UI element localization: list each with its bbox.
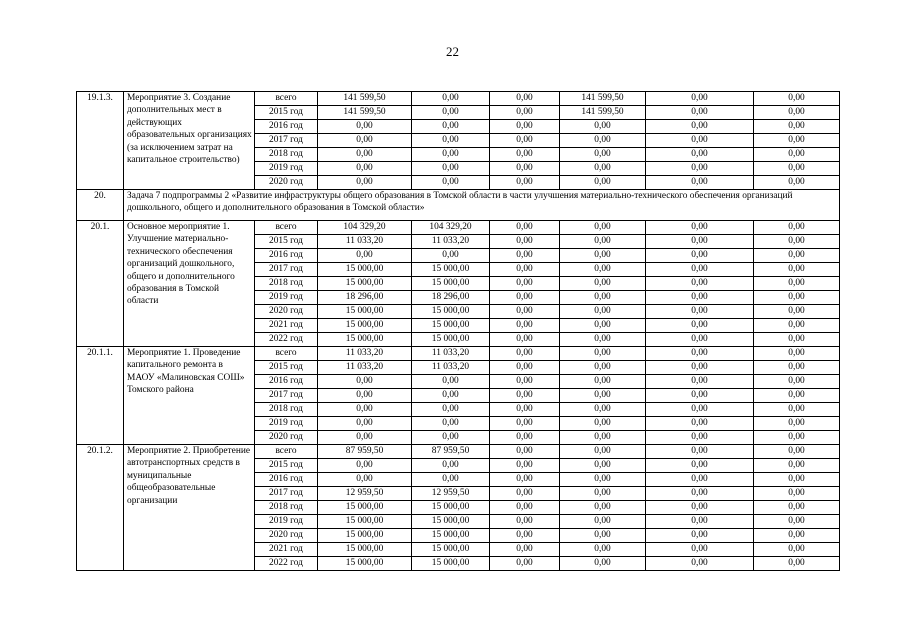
amount-cell: 0,00	[560, 235, 646, 249]
amount-cell: 0,00	[412, 148, 490, 162]
year-cell: всего	[255, 92, 318, 106]
table-row	[77, 221, 840, 235]
amount-cell: 0,00	[412, 403, 490, 417]
amount-cell: 0,00	[490, 445, 560, 459]
amount-cell: 0,00	[646, 92, 754, 106]
amount-cell: 0,00	[560, 459, 646, 473]
amount-cell: 141 599,50	[560, 106, 646, 120]
year-cell: 2016 год	[255, 249, 318, 263]
amount-cell: 0,00	[560, 162, 646, 176]
amount-cell: 15 000,00	[318, 263, 412, 277]
year-cell: 2018 год	[255, 277, 318, 291]
amount-cell: 0,00	[646, 361, 754, 375]
measure-name-cell	[124, 221, 255, 347]
amount-cell: 0,00	[560, 134, 646, 148]
section-code: 20.1.2.	[77, 445, 124, 571]
amount-cell: 0,00	[318, 176, 412, 190]
amount-cell: 104 329,20	[318, 221, 412, 235]
amount-cell: 0,00	[754, 92, 840, 106]
amount-cell: 0,00	[646, 148, 754, 162]
amount-cell: 15 000,00	[412, 501, 490, 515]
amount-cell: 0,00	[412, 106, 490, 120]
amount-cell: 87 959,50	[318, 445, 412, 459]
year-cell: 2020 год	[255, 305, 318, 319]
amount-cell: 141 599,50	[318, 92, 412, 106]
amount-cell: 15 000,00	[412, 305, 490, 319]
amount-cell: 141 599,50	[560, 92, 646, 106]
amount-cell: 12 959,50	[412, 487, 490, 501]
year-cell: 2020 год	[255, 431, 318, 445]
amount-cell: 0,00	[560, 291, 646, 305]
amount-cell: 0,00	[560, 431, 646, 445]
measure-name-cell	[124, 92, 255, 190]
table-row	[77, 445, 840, 459]
amount-cell: 0,00	[490, 403, 560, 417]
amount-cell: 15 000,00	[318, 305, 412, 319]
amount-cell: 0,00	[754, 417, 840, 431]
amount-cell: 0,00	[646, 473, 754, 487]
year-cell: 2017 год	[255, 389, 318, 403]
amount-cell: 0,00	[490, 417, 560, 431]
year-cell: 2020 год	[255, 529, 318, 543]
year-cell: 2017 год	[255, 263, 318, 277]
amount-cell: 0,00	[754, 333, 840, 347]
amount-cell: 0,00	[490, 305, 560, 319]
year-cell: 2021 год	[255, 319, 318, 333]
amount-cell: 0,00	[560, 501, 646, 515]
amount-cell: 0,00	[754, 221, 840, 235]
amount-cell: 0,00	[490, 529, 560, 543]
amount-cell: 0,00	[490, 176, 560, 190]
amount-cell: 0,00	[560, 120, 646, 134]
amount-cell: 0,00	[754, 473, 840, 487]
amount-cell: 0,00	[412, 417, 490, 431]
amount-cell: 0,00	[560, 389, 646, 403]
amount-cell: 0,00	[560, 543, 646, 557]
amount-cell: 0,00	[646, 333, 754, 347]
amount-cell: 0,00	[754, 291, 840, 305]
amount-cell: 15 000,00	[318, 333, 412, 347]
year-cell: 2019 год	[255, 417, 318, 431]
amount-cell: 0,00	[490, 319, 560, 333]
amount-cell: 0,00	[560, 305, 646, 319]
amount-cell: 0,00	[646, 459, 754, 473]
amount-cell: 0,00	[318, 120, 412, 134]
amount-cell: 0,00	[646, 445, 754, 459]
amount-cell: 12 959,50	[318, 487, 412, 501]
amount-cell: 104 329,20	[412, 221, 490, 235]
year-cell: 2018 год	[255, 501, 318, 515]
amount-cell: 141 599,50	[318, 106, 412, 120]
section-code: 20.1.	[77, 221, 124, 347]
amount-cell: 0,00	[412, 134, 490, 148]
amount-cell: 15 000,00	[318, 319, 412, 333]
amount-cell: 11 033,20	[318, 361, 412, 375]
amount-cell: 0,00	[646, 501, 754, 515]
amount-cell: 0,00	[490, 375, 560, 389]
amount-cell: 0,00	[754, 445, 840, 459]
amount-cell: 15 000,00	[412, 333, 490, 347]
year-cell: 2019 год	[255, 515, 318, 529]
amount-cell: 0,00	[646, 375, 754, 389]
year-cell: 2016 год	[255, 473, 318, 487]
year-cell: 2015 год	[255, 459, 318, 473]
amount-cell: 0,00	[560, 417, 646, 431]
amount-cell: 0,00	[490, 361, 560, 375]
amount-cell: 0,00	[754, 557, 840, 571]
amount-cell: 0,00	[560, 487, 646, 501]
amount-cell: 0,00	[490, 277, 560, 291]
amount-cell: 0,00	[490, 347, 560, 361]
amount-cell: 0,00	[646, 162, 754, 176]
amount-cell: 15 000,00	[318, 557, 412, 571]
amount-cell: 0,00	[318, 375, 412, 389]
year-cell: 2018 год	[255, 148, 318, 162]
amount-cell: 0,00	[412, 389, 490, 403]
amount-cell: 0,00	[560, 249, 646, 263]
table-body	[77, 92, 840, 571]
section-code: 20.	[77, 190, 124, 221]
amount-cell: 0,00	[490, 515, 560, 529]
amount-cell: 15 000,00	[412, 277, 490, 291]
amount-cell: 0,00	[318, 134, 412, 148]
amount-cell: 0,00	[490, 389, 560, 403]
amount-cell: 0,00	[412, 431, 490, 445]
amount-cell: 0,00	[560, 333, 646, 347]
amount-cell: 0,00	[646, 134, 754, 148]
amount-cell: 0,00	[318, 162, 412, 176]
amount-cell: 0,00	[490, 501, 560, 515]
amount-cell: 0,00	[754, 235, 840, 249]
amount-cell: 0,00	[646, 417, 754, 431]
amount-cell: 0,00	[646, 557, 754, 571]
amount-cell: 15 000,00	[412, 515, 490, 529]
year-cell: 2019 год	[255, 162, 318, 176]
amount-cell: 0,00	[560, 445, 646, 459]
amount-cell: 0,00	[412, 92, 490, 106]
measure-name-cell	[124, 347, 255, 445]
amount-cell: 0,00	[490, 291, 560, 305]
amount-cell: 0,00	[490, 235, 560, 249]
amount-cell: 0,00	[754, 134, 840, 148]
amount-cell: 0,00	[560, 263, 646, 277]
amount-cell: 0,00	[754, 361, 840, 375]
amount-cell: 0,00	[754, 487, 840, 501]
amount-cell: 15 000,00	[318, 543, 412, 557]
amount-cell: 0,00	[754, 120, 840, 134]
amount-cell: 0,00	[490, 263, 560, 277]
year-cell: 2018 год	[255, 403, 318, 417]
amount-cell: 0,00	[646, 529, 754, 543]
amount-cell: 0,00	[490, 249, 560, 263]
amount-cell: 0,00	[490, 473, 560, 487]
amount-cell: 0,00	[754, 501, 840, 515]
amount-cell: 0,00	[646, 106, 754, 120]
page-number: 22	[446, 44, 459, 59]
year-cell: всего	[255, 347, 318, 361]
amount-cell: 0,00	[646, 347, 754, 361]
year-cell: 2020 год	[255, 176, 318, 190]
amount-cell: 0,00	[754, 389, 840, 403]
year-cell: 2015 год	[255, 361, 318, 375]
amount-cell: 0,00	[646, 543, 754, 557]
amount-cell: 0,00	[646, 487, 754, 501]
amount-cell: 0,00	[490, 459, 560, 473]
amount-cell: 0,00	[560, 473, 646, 487]
amount-cell: 0,00	[490, 148, 560, 162]
task-title: Задача 7 подпрограммы 2 «Развитие инфраструктуры общего образования в Томской области в части улучшения материально-технического обеспечения организаций дошкольного, общего и дополнительного образования в Томской области»	[124, 190, 840, 221]
amount-cell: 0,00	[560, 361, 646, 375]
amount-cell: 0,00	[754, 529, 840, 543]
amount-cell: 15 000,00	[412, 529, 490, 543]
amount-cell: 15 000,00	[318, 501, 412, 515]
amount-cell: 18 296,00	[318, 291, 412, 305]
amount-cell: 15 000,00	[318, 277, 412, 291]
amount-cell: 0,00	[646, 249, 754, 263]
amount-cell: 0,00	[754, 543, 840, 557]
amount-cell: 0,00	[318, 389, 412, 403]
measure-name: Мероприятие 1. Проведение капитального ремонта в МАОУ «Малиновская СОШ» Томского района	[127, 348, 245, 396]
year-cell: 2021 год	[255, 543, 318, 557]
amount-cell: 0,00	[318, 403, 412, 417]
amount-cell: 0,00	[490, 333, 560, 347]
amount-cell: 0,00	[560, 148, 646, 162]
amount-cell: 0,00	[754, 375, 840, 389]
amount-cell: 0,00	[646, 221, 754, 235]
amount-cell: 0,00	[560, 529, 646, 543]
amount-cell: 0,00	[754, 162, 840, 176]
amount-cell: 0,00	[490, 487, 560, 501]
amount-cell: 0,00	[754, 305, 840, 319]
amount-cell: 0,00	[646, 235, 754, 249]
amount-cell: 0,00	[490, 92, 560, 106]
amount-cell: 0,00	[490, 120, 560, 134]
amount-cell: 0,00	[754, 403, 840, 417]
amount-cell: 0,00	[646, 389, 754, 403]
table-row	[77, 347, 840, 361]
year-cell: 2016 год	[255, 120, 318, 134]
amount-cell: 0,00	[560, 277, 646, 291]
amount-cell: 0,00	[646, 305, 754, 319]
year-cell: всего	[255, 445, 318, 459]
amount-cell: 0,00	[646, 176, 754, 190]
year-cell: всего	[255, 221, 318, 235]
section-code: 20.1.1.	[77, 347, 124, 445]
amount-cell: 0,00	[646, 120, 754, 134]
amount-cell: 0,00	[646, 263, 754, 277]
amount-cell: 0,00	[412, 120, 490, 134]
amount-cell: 11 033,20	[412, 347, 490, 361]
year-cell: 2017 год	[255, 134, 318, 148]
amount-cell: 0,00	[646, 431, 754, 445]
amount-cell: 0,00	[754, 277, 840, 291]
amount-cell: 0,00	[560, 375, 646, 389]
amount-cell: 0,00	[490, 162, 560, 176]
amount-cell: 0,00	[560, 515, 646, 529]
amount-cell: 11 033,20	[412, 235, 490, 249]
amount-cell: 0,00	[318, 459, 412, 473]
amount-cell: 0,00	[490, 134, 560, 148]
measure-name: Мероприятие 3. Создание дополнительных мест в действующих образовательных организациях (за исключением затрат на капитальное строительство)	[127, 93, 252, 166]
amount-cell: 0,00	[754, 347, 840, 361]
amount-cell: 0,00	[560, 347, 646, 361]
section-code: 19.1.3.	[77, 92, 124, 190]
amount-cell: 18 296,00	[412, 291, 490, 305]
amount-cell: 0,00	[318, 473, 412, 487]
amount-cell: 0,00	[560, 403, 646, 417]
amount-cell: 0,00	[646, 403, 754, 417]
measure-name-cell	[124, 445, 255, 571]
amount-cell: 0,00	[754, 431, 840, 445]
amount-cell: 15 000,00	[412, 319, 490, 333]
year-cell: 2015 год	[255, 106, 318, 120]
amount-cell: 0,00	[754, 148, 840, 162]
amount-cell: 0,00	[646, 319, 754, 333]
measure-name: Мероприятие 2. Приобретение автотранспортных средств в муниципальные общеобразовательные организации	[127, 446, 251, 506]
amount-cell: 0,00	[490, 557, 560, 571]
amount-cell: 0,00	[412, 459, 490, 473]
amount-cell: 0,00	[646, 515, 754, 529]
year-cell: 2017 год	[255, 487, 318, 501]
amount-cell: 87 959,50	[412, 445, 490, 459]
table-row	[77, 92, 840, 106]
amount-cell: 11 033,20	[318, 235, 412, 249]
year-cell: 2022 год	[255, 333, 318, 347]
amount-cell: 0,00	[412, 162, 490, 176]
amount-cell: 0,00	[560, 557, 646, 571]
amount-cell: 0,00	[754, 106, 840, 120]
amount-cell: 0,00	[754, 249, 840, 263]
budget-table	[76, 91, 840, 571]
amount-cell: 0,00	[754, 176, 840, 190]
amount-cell: 0,00	[754, 263, 840, 277]
amount-cell: 11 033,20	[412, 361, 490, 375]
amount-cell: 0,00	[318, 417, 412, 431]
measure-name: Основное мероприятие 1. Улучшение материально-технического обеспечения организаций дошкольного, общего и дополнительного образования в Томской области	[127, 222, 235, 307]
amount-cell: 0,00	[646, 291, 754, 305]
amount-cell: 15 000,00	[318, 515, 412, 529]
amount-cell: 0,00	[560, 176, 646, 190]
amount-cell: 15 000,00	[412, 557, 490, 571]
amount-cell: 15 000,00	[412, 543, 490, 557]
amount-cell: 0,00	[490, 431, 560, 445]
amount-cell: 15 000,00	[318, 529, 412, 543]
year-cell: 2022 год	[255, 557, 318, 571]
amount-cell: 0,00	[412, 473, 490, 487]
amount-cell: 0,00	[754, 319, 840, 333]
year-cell: 2016 год	[255, 375, 318, 389]
amount-cell: 0,00	[490, 221, 560, 235]
amount-cell: 0,00	[754, 515, 840, 529]
amount-cell: 0,00	[490, 106, 560, 120]
amount-cell: 15 000,00	[412, 263, 490, 277]
year-cell: 2019 год	[255, 291, 318, 305]
amount-cell: 0,00	[412, 249, 490, 263]
amount-cell: 0,00	[754, 459, 840, 473]
amount-cell: 0,00	[490, 543, 560, 557]
amount-cell: 11 033,20	[318, 347, 412, 361]
amount-cell: 0,00	[560, 319, 646, 333]
year-cell: 2015 год	[255, 235, 318, 249]
amount-cell: 0,00	[318, 431, 412, 445]
amount-cell: 0,00	[412, 176, 490, 190]
amount-cell: 0,00	[318, 148, 412, 162]
amount-cell: 0,00	[412, 375, 490, 389]
task-row	[77, 190, 840, 221]
amount-cell: 0,00	[646, 277, 754, 291]
amount-cell: 0,00	[560, 221, 646, 235]
amount-cell: 0,00	[318, 249, 412, 263]
